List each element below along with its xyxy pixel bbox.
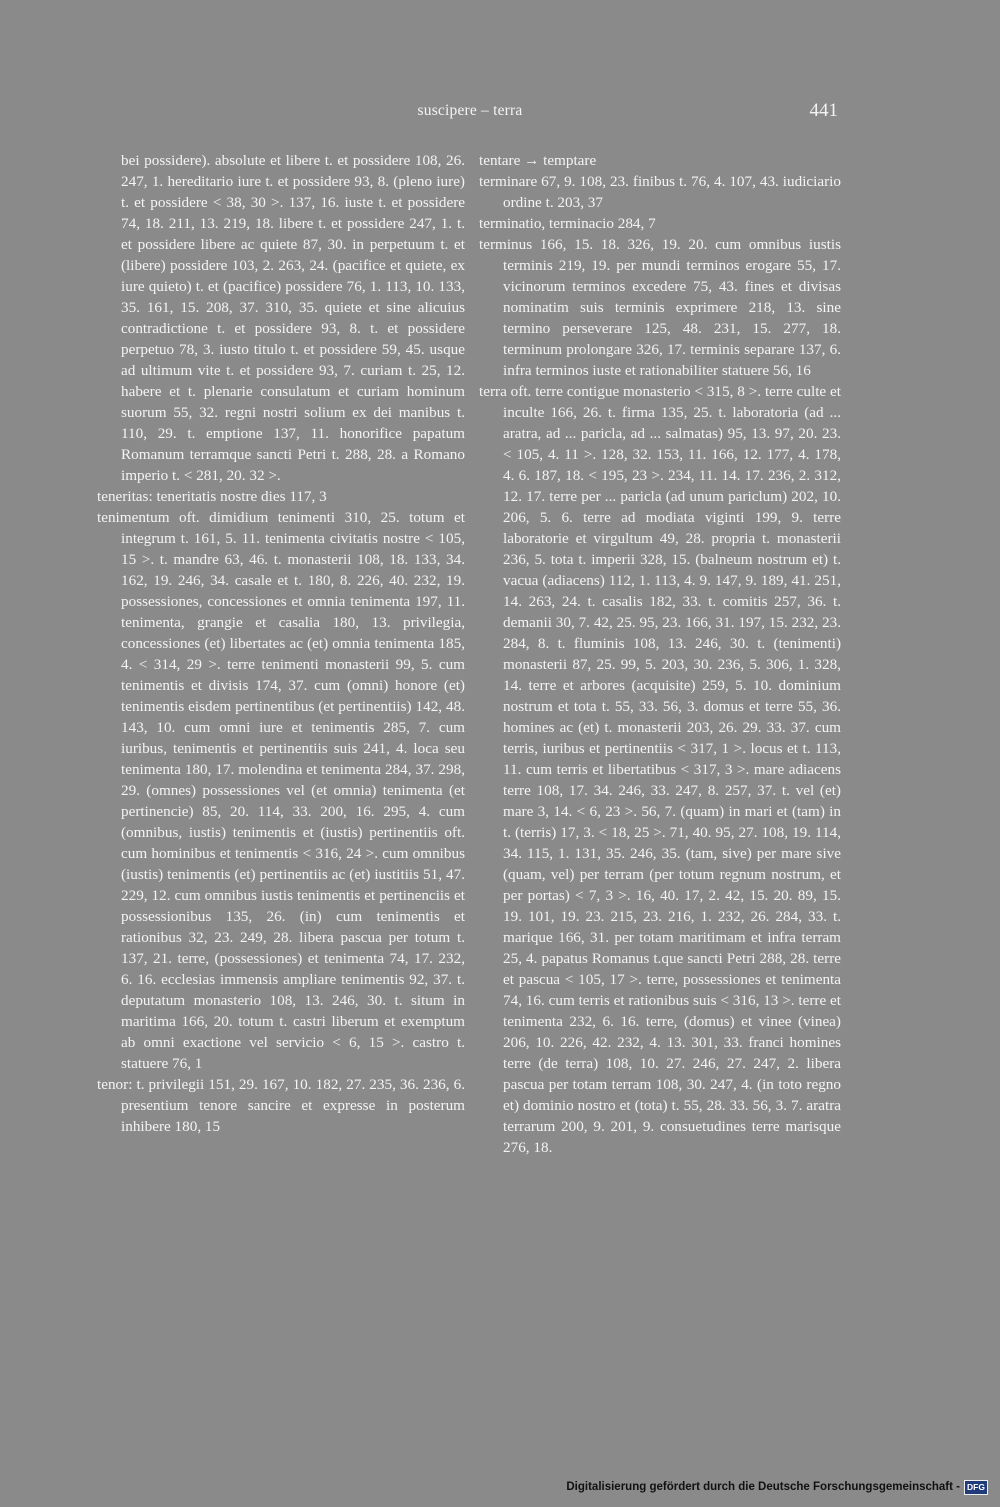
dfg-logo-icon: DFG [964, 1480, 988, 1495]
index-entry-tenimentum: tenimentum oft. dimidium tenimenti 310, 25. totum et integrum t. 161, 5. 11. tenimenta civitatis nostre < 105, 15 >. t. mandre 63, 46. t. monasterii 108, 18. 133, 34. 162, 19. 246, 34. casale et t. 180, 8. 226, 40. 232, 19. possessiones, concessiones et omnia tenimenta 197, 11. tenimenta, grangie et casalia 180, 13. privilegia, concessiones (et) libertates ac (et) omnia tenimenta 185, 4. < 314, 29 >. terre tenimenti monasterii 99, 5. cum tenimentis et divisis 174, 37. cum (omni) honore (et) tenimentis eisdem pertinentibus (et pertinentiis) 142, 48. 143, 10. cum omni iure et tenimentis 285, 7. cum iuribus, tenimentis et pertinentiis suis 241, 4. loca seu tenimenta 180, 17. molendina et tenimenta 284, 37. 298, 29. (omnes) possessiones vel (et omnia) tenimenta (et pertinencie) 85, 20. 114, 33. 200, 16. 295, 4. cum (omnibus, iustis) tenimentis et (iustis) pertinentiis oft. cum hominibus et tenimentis < 316, 24 >. cum omnibus (iustis) tenimentis (et) pertinentiis ac (et) iustitiis 51, 47. 229, 12. cum omnibus iustis tenimentis et pertinenciis et possessionibus 135, 26. (in) cum tenimentis et rationibus 32, 23. 249, 28. libera pascua per totum t. 137, 21. terre, (possessiones) et tenimenta 74, 17. 232, 6. 16. ecclesias immensis ampliare tenimentis 92, 37. t. deputatum monasterio 108, 13. 246, 30. t. situm in maritima 166, 20. totum t. castri liberum et exemptum ab omni exactione vel servicio < 6, 15 >. castro t. statuere 76, 1 [97, 509, 465, 1072]
right-column [479, 150, 841, 1158]
index-entry-teneritas: teneritas: teneritatis nostre dies 117, 3 [97, 488, 327, 505]
index-entry-tenor: tenor: t. privilegii 151, 29. 167, 10. 182, 27. 235, 36. 236, 6. presentium tenore sancire et expresse in posterum inhibere 180, 15 [97, 1076, 465, 1135]
page-number: 441 [809, 100, 838, 121]
funding-note: Digitalisierung gefördert durch die Deutsche Forschungsgemeinschaft - [566, 1481, 960, 1493]
page-header [0, 100, 1000, 126]
index-entry-terminatio: terminatio, terminacio 284, 7 [479, 215, 656, 232]
index-entry-terminus: terminus 166, 15. 18. 326, 19. 20. cum omnibus iustis terminis 219, 19. per mundi terminos erogare 55, 17. vicinorum terminos excedere 75, 43. fines et divisas nominatim suis terminis exprimere 218, 13. sine termino perseverare 125, 48. 231, 15. 277, 18. terminum prolongare 326, 17. terminis separare 137, 6. infra terminos iuste et rationabiliter statuere 56, 16 [479, 236, 841, 379]
left-column [97, 150, 465, 1137]
index-entry-continuation: bei possidere). absolute et libere t. et possidere 108, 26. 247, 1. hereditario iure t. et possidere 93, 8. (pleno iure) t. et possidere < 38, 30 >. 137, 16. iuste t. et possidere 74, 18. 211, 13. 219, 18. libere t. et possidere 247, 1. t. et possidere libere ac quiete 87, 30. in perpetuum t. et (libere) possidere 103, 2. 263, 24. (pacifice et quiete, ex iure quieto) t. et (pacifice) possidere 76, 1. 113, 10. 133, 35. 161, 15. 208, 37. 310, 35. quiete et sine alicuius contradictione t. et possidere 93, 8. t. et possidere perpetuo 78, 3. iusto titulo t. et possidere 59, 45. usque ad ultimum vite t. et possidere 93, 7. curiam t. 25, 12. habere et t. plenarie consulatum et curiam hominum suorum 55, 32. regni nostri solium ex dei manibus t. 110, 29. t. emptione 137, 11. honorifice papatum Romanum terramque sancti Petri t. 288, 28. a Romano imperio t. < 281, 20. 32 >. [121, 152, 465, 484]
index-entry-tentare: tentare → temptare [479, 152, 597, 169]
digitization-footer [566, 1478, 988, 1496]
index-entry-terra: terra oft. terre contigue monasterio < 315, 8 >. terre culte et inculte 166, 26. t. firma 135, 25. t. laboratoria (ad ... aratra, ad ... paricla, ad ... salmatas) 95, 13. 97, 20. 23. < 105, 4. 11 >. 128, 32. 153, 11. 166, 12. 177, 4. 178, 4. 6. 187, 18. < 195, 23 >. 234, 11. 14. 17. 236, 2. 312, 12. 17. terre per ... paricla (ad unum pariclum) 202, 10. 206, 5. 6. terre ad modiata viginti 199, 9. terre laboratorie et virgultum 49, 28. propria t. monasterii 236, 5. tota t. imperii 328, 15. (balneum nostrum et) t. vacua (adiacens) 112, 1. 113, 4. 9. 147, 9. 189, 41. 251, 14. 263, 24. t. casalis 182, 33. t. comitis 257, 36. t. demanii 30, 7. 42, 25. 95, 23. 166, 31. 197, 15. 232, 23. 284, 8. t. fluminis 108, 13. 246, 30. t. (tenimenti) monasterii 87, 25. 99, 5. 203, 30. 236, 5. 306, 1. 328, 14. terre et arbores (acquisite) 259, 5. 10. dominium nostrum et tota t. 55, 33. 56, 3. domus et terre 55, 36. homines ac (et) t. monasterii 203, 26. 29. 33. 37. cum terris, iuribus et pertinentiis < 317, 1 >. locus et t. 113, 11. cum terris et libertatibus < 317, 3 >. mare adiacens terre 108, 17. 34. 246, 33. 247, 8. 257, 37. t. vel (et) mare 3, 14. < 6, 23 >. 56, 7. (quam) in mari et (tam) in t. (terris) 17, 3. < 18, 25 >. 71, 40. 95, 27. 108, 19. 114, 34. 115, 1. 131, 35. 246, 35. (tam, sive) per mare sive (quam, vel) per terram (per totum regnum nostrum, et per portas) < 7, 3 >. 16, 40. 17, 2. 42, 15. 20. 89, 15. 19. 101, 19. 23. 215, 23. 216, 1. 232, 26. 284, 33. t. marique 166, 31. per totam maritimam et infra terram 25, 4. papatus Romanus t.que sancti Petri 288, 28. terre et pascua < 105, 17 >. terre, possessiones et tenimenta 74, 16. cum terris et rationibus suis < 316, 13 >. terre et tenimenta 232, 6. 16. terre, (domus) et vinee (vinea) 206, 10. 226, 42. 232, 4. 13. 301, 33. franci homines terre (de terra) 108, 10. 27. 246, 27. 247, 2. libera pascua per totam terram 108, 30. 247, 4. (in toto regno et) dominio nostro et (tota) t. 55, 28. 33. 56, 3. 7. aratra terrarum 200, 9. 201, 9. consuetudines terre marisque 276, 18. [479, 383, 841, 1156]
index-entry-terminare: terminare 67, 9. 108, 23. finibus t. 76, 4. 107, 43. iudiciario ordine t. 203, 37 [479, 173, 841, 211]
running-head: suscipere – terra [417, 102, 523, 119]
